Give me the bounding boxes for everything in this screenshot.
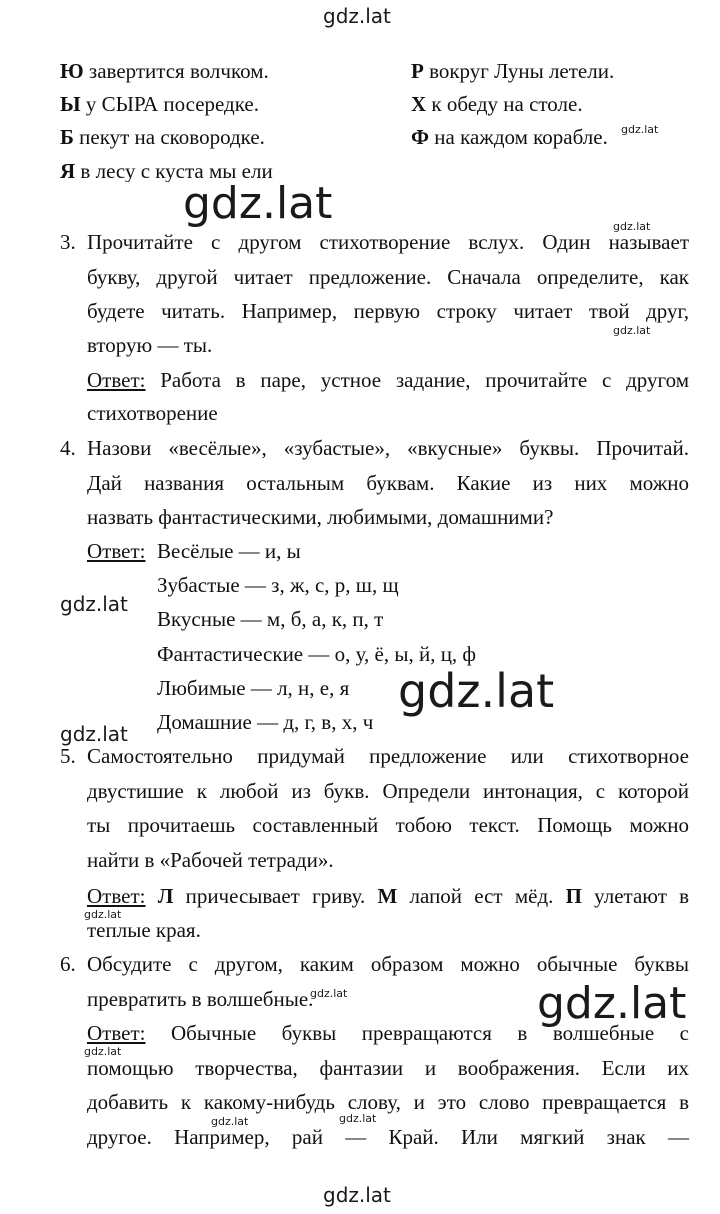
watermark-small: gdz.lat (310, 987, 348, 1000)
task-number: 3. (60, 230, 76, 254)
watermark-small: gdz.lat (211, 1115, 249, 1128)
watermark-left: gdz.lat (60, 722, 128, 746)
task-line: ты прочитаешь составленный тобою текст. Помощь можно (87, 813, 689, 837)
task-line: Самостоятельно придумай предложение или стихотворное (87, 744, 689, 768)
poem-line: Ы у СЫРА посередке. (60, 92, 259, 116)
answer-label: Ответ: (87, 539, 146, 563)
poem-line: Р вокруг Луны летели. (411, 59, 615, 83)
answer-line: помощью творчества, фантазии и воображения. Если их (87, 1056, 689, 1080)
poem-line: Х к обеду на столе. (411, 92, 583, 116)
answer-item: Зубастые — з, ж, с, р, ш, щ (157, 573, 399, 597)
answer-line: Ответ: Обычные буквы превращаются в волшебные с (87, 1021, 689, 1045)
watermark-bottom: gdz.lat (323, 1183, 391, 1207)
task-line: букву, другой читает предложение. Сначала определите, как (87, 265, 689, 289)
answer-line: Ответ: Л причесывает гриву. М лапой ест мёд. П улетают в (87, 884, 690, 908)
answer-line: Ответ: Работа в паре, устное задание, прочитайте с другом (87, 368, 689, 392)
watermark-small: gdz.lat (339, 1112, 377, 1125)
task-line: Обсудите с другом, каким образом можно обычные буквы (87, 952, 689, 976)
poem-line-clipped: Я в лесу с куста мы ели (60, 159, 273, 182)
task-line: Дай названия остальным буквам. Какие из них можно (87, 471, 689, 495)
task-line: двустишие к любой из букв. Определи интонация, с которой (87, 779, 689, 803)
answer-line: теплые края. (87, 918, 201, 942)
poem-line: Б пекут на сковородке. (60, 125, 265, 149)
watermark-top: gdz.lat (323, 4, 391, 28)
poem-line: Ю завертится волчком. (60, 59, 269, 83)
task-line: Прочитайте с другом стихотворение вслух. Один называет (87, 230, 689, 254)
answer-item: Весёлые — и, ы (157, 539, 301, 563)
watermark-left: gdz.lat (60, 592, 128, 616)
answer-line: другое. Например, рай — Край. Или мягкий знак — (87, 1125, 689, 1149)
watermark-large: gdz.lat (537, 978, 687, 1029)
task-line: Назови «весёлые», «зубастые», «вкусные» буквы. Прочитай. (87, 436, 689, 460)
poem-line: Ф на каждом корабле. (411, 125, 608, 149)
watermark-small: gdz.lat (84, 1045, 122, 1058)
answer-line: добавить к какому-нибудь слову, и это слово превращается в (87, 1090, 689, 1114)
task-line: превратить в волшебные. (87, 987, 314, 1011)
answer-item: Вкусные — м, б, а, к, п, т (157, 607, 384, 631)
task-line: назвать фантастическими, любимыми, домашними? (87, 505, 554, 529)
watermark-small: gdz.lat (613, 324, 651, 337)
task-line: найти в «Рабочей тетради». (87, 848, 334, 872)
answer-item: Любимые — л, н, е, я (157, 676, 350, 700)
task-line: вторую — ты. (87, 333, 213, 357)
task-number: 4. (60, 436, 76, 460)
watermark-small: gdz.lat (621, 123, 659, 136)
answer-item: Домашние — д, г, в, х, ч (157, 710, 374, 734)
task-line: будете читать. Например, первую строку читает твой друг, (87, 299, 689, 323)
task-number: 6. (60, 952, 76, 976)
answer-line: стихотворение (87, 401, 218, 425)
answer-item: Фантастические — о, у, ё, ы, й, ц, ф (157, 642, 477, 666)
watermark-large: gdz.lat (398, 664, 555, 718)
watermark-large: gdz.lat (183, 178, 333, 229)
task-number: 5. (60, 744, 76, 768)
watermark-small: gdz.lat (613, 220, 651, 233)
watermark-small: gdz.lat (84, 908, 122, 921)
